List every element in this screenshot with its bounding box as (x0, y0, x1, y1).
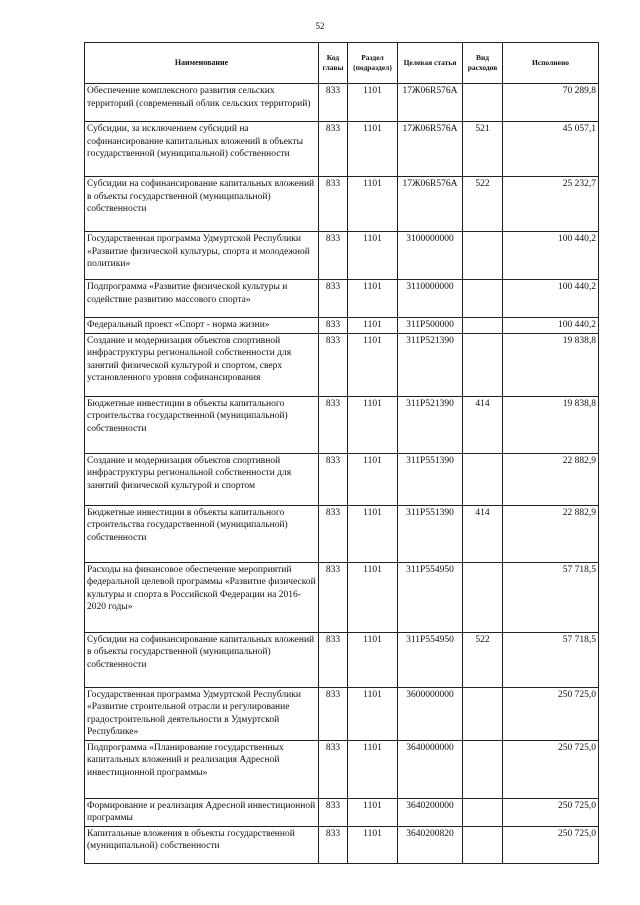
table-header-row (85, 43, 599, 84)
cell-section: 1101 (348, 740, 398, 798)
table-row (85, 122, 599, 177)
cell-chapter: 833 (319, 826, 348, 863)
cell-amount: 70 289,8 (503, 84, 599, 122)
page-number: 52 (315, 21, 325, 31)
cell-chapter: 833 (319, 505, 348, 562)
cell-amount: 45 057,1 (503, 122, 599, 177)
cell-target: 311P521390 (398, 396, 463, 453)
cell-chapter: 833 (319, 453, 348, 505)
cell-name: Субсидии, за исключением субсидий на софинансирование капитальных вложений в объекты государственной (муниципальной) собственности (85, 122, 319, 177)
table-row (85, 318, 599, 334)
cell-chapter: 833 (319, 84, 348, 122)
table-row (85, 280, 599, 318)
table-row (85, 505, 599, 562)
cell-section: 1101 (348, 177, 398, 232)
cell-expense (463, 84, 503, 122)
cell-amount: 250 725,0 (503, 687, 599, 740)
table-row (85, 177, 599, 232)
cell-name: Бюджетные инвестиции в объекты капитального строительства государственной (муниципальной) собственности (85, 396, 319, 453)
cell-name: Расходы на финансовое обеспечение мероприятий федеральной целевой программы «Развитие физической культуры и спорта в Российской Федерации на 2016-2020 годы» (85, 562, 319, 632)
cell-section: 1101 (348, 396, 398, 453)
cell-expense (463, 280, 503, 318)
cell-amount: 22 882,9 (503, 453, 599, 505)
cell-amount: 57 718,5 (503, 632, 599, 687)
cell-expense: 522 (463, 177, 503, 232)
cell-amount: 19 838,8 (503, 333, 599, 396)
cell-chapter: 833 (319, 280, 348, 318)
cell-expense (463, 562, 503, 632)
header-chapter: Код главы (319, 43, 348, 84)
table-row (85, 453, 599, 505)
cell-target: 3600000000 (398, 687, 463, 740)
cell-amount: 250 725,0 (503, 798, 599, 826)
cell-amount: 250 725,0 (503, 740, 599, 798)
cell-target: 311P554950 (398, 562, 463, 632)
cell-section: 1101 (348, 318, 398, 334)
cell-target: 3110000000 (398, 280, 463, 318)
cell-target: 17Ж06R576А (398, 122, 463, 177)
table-row (85, 84, 599, 122)
cell-expense (463, 798, 503, 826)
cell-chapter: 833 (319, 562, 348, 632)
cell-chapter: 833 (319, 232, 348, 280)
cell-name: Субсидии на софинансирование капитальных вложений в объекты государственной (муниципальной) собственности (85, 632, 319, 687)
cell-amount: 19 838,8 (503, 396, 599, 453)
cell-target: 311P551390 (398, 453, 463, 505)
cell-section: 1101 (348, 84, 398, 122)
cell-name: Создание и модернизация объектов спортивной инфраструктуры региональной собственности для занятий физической культурой и спортом, сверх установленного уровня софинансирования (85, 333, 319, 396)
cell-section: 1101 (348, 505, 398, 562)
cell-chapter: 833 (319, 122, 348, 177)
cell-chapter: 833 (319, 687, 348, 740)
cell-name: Государственная программа Удмуртской Республики «Развитие физической культуры, спорта и молодежной политики» (85, 232, 319, 280)
cell-amount: 22 882,9 (503, 505, 599, 562)
cell-chapter: 833 (319, 177, 348, 232)
cell-amount: 100 440,2 (503, 232, 599, 280)
cell-chapter: 833 (319, 740, 348, 798)
table-row (85, 562, 599, 632)
header-amount: Исполнено (503, 43, 599, 84)
cell-target: 311P554950 (398, 632, 463, 687)
cell-amount: 250 725,0 (503, 826, 599, 863)
table-row (85, 396, 599, 453)
cell-expense: 414 (463, 505, 503, 562)
table-row (85, 632, 599, 687)
cell-target: 311P521390 (398, 333, 463, 396)
cell-amount: 100 440,2 (503, 318, 599, 334)
cell-chapter: 833 (319, 333, 348, 396)
cell-name: Бюджетные инвестиции в объекты капитального строительства государственной (муниципальной) собственности (85, 505, 319, 562)
cell-section: 1101 (348, 280, 398, 318)
cell-expense (463, 318, 503, 334)
cell-chapter: 833 (319, 396, 348, 453)
header-expense: Вид расходов (463, 43, 503, 84)
cell-name: Подпрограмма «Планирование государственных капитальных вложений и реализация Адресной инвестиционной программы» (85, 740, 319, 798)
cell-section: 1101 (348, 826, 398, 863)
cell-section: 1101 (348, 632, 398, 687)
cell-expense (463, 232, 503, 280)
table-row (85, 232, 599, 280)
table-row (85, 687, 599, 740)
cell-target: 3640000000 (398, 740, 463, 798)
cell-target: 311P500000 (398, 318, 463, 334)
cell-expense (463, 453, 503, 505)
cell-section: 1101 (348, 333, 398, 396)
header-name: Наименование (85, 43, 319, 84)
table-row (85, 740, 599, 798)
cell-name: Субсидии на софинансирование капитальных вложений в объекты государственной (муниципальной) собственности (85, 177, 319, 232)
cell-expense: 522 (463, 632, 503, 687)
cell-name: Федеральный проект «Спорт - норма жизни» (85, 318, 319, 334)
cell-expense (463, 826, 503, 863)
cell-name: Государственная программа Удмуртской Республики «Развитие строительной отрасли и регулирование градостроительной деятельности в Удмуртской Республике» (85, 687, 319, 740)
cell-section: 1101 (348, 232, 398, 280)
cell-chapter: 833 (319, 632, 348, 687)
table-row (85, 826, 599, 863)
budget-table (84, 42, 599, 864)
cell-amount: 57 718,5 (503, 562, 599, 632)
cell-expense (463, 687, 503, 740)
cell-expense: 521 (463, 122, 503, 177)
cell-target: 3100000000 (398, 232, 463, 280)
cell-section: 1101 (348, 687, 398, 740)
cell-target: 3640200820 (398, 826, 463, 863)
cell-target: 3640200000 (398, 798, 463, 826)
header-section: Раздел (подраздел) (348, 43, 398, 84)
cell-section: 1101 (348, 798, 398, 826)
cell-name: Формирование и реализация Адресной инвестиционной программы (85, 798, 319, 826)
cell-expense (463, 740, 503, 798)
cell-target: 17Ж06R576А (398, 177, 463, 232)
cell-name: Обеспечение комплексного развития сельских территорий (современный облик сельских территорий) (85, 84, 319, 122)
cell-amount: 25 232,7 (503, 177, 599, 232)
cell-name: Создание и модернизация объектов спортивной инфраструктуры региональной собственности для занятий физической культурой и спортом (85, 453, 319, 505)
cell-chapter: 833 (319, 798, 348, 826)
cell-amount: 100 440,2 (503, 280, 599, 318)
cell-name: Подпрограмма «Развитие физической культуры и содействие развитию массового спорта» (85, 280, 319, 318)
cell-name: Капитальные вложения в объекты государственной (муниципальной) собственности (85, 826, 319, 863)
table-row (85, 333, 599, 396)
cell-section: 1101 (348, 122, 398, 177)
cell-chapter: 833 (319, 318, 348, 334)
header-target: Целевая статья (398, 43, 463, 84)
cell-expense (463, 333, 503, 396)
cell-section: 1101 (348, 453, 398, 505)
cell-target: 17Ж06R576А (398, 84, 463, 122)
cell-section: 1101 (348, 562, 398, 632)
table-row (85, 798, 599, 826)
cell-expense: 414 (463, 396, 503, 453)
cell-target: 311P551390 (398, 505, 463, 562)
